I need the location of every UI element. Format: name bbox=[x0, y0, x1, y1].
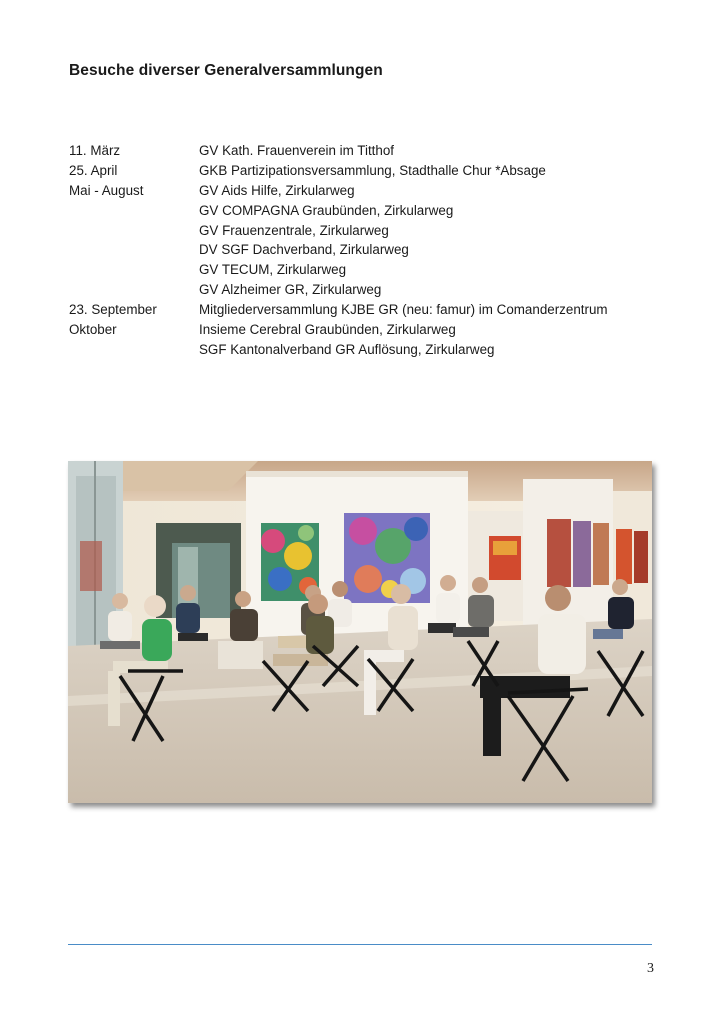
event-description: SGF Kantonalverband GR Auflösung, Zirkularweg bbox=[199, 341, 495, 357]
event-description: DV SGF Dachverband, Zirkularweg bbox=[199, 242, 409, 258]
event-date bbox=[69, 221, 199, 241]
event-row bbox=[69, 161, 669, 181]
event-date bbox=[69, 240, 199, 260]
event-description: GV Kath. Frauenverein im Titthof bbox=[199, 143, 394, 158]
event-row bbox=[69, 181, 669, 201]
event-row bbox=[69, 300, 669, 320]
event-description: Mitgliederversammlung KJBE GR (neu: famur) im Comanderzentrum bbox=[199, 302, 608, 318]
event-date bbox=[69, 201, 199, 221]
event-description: GKB Partizipationsversammlung, Stadthalle Chur *Absage bbox=[199, 162, 546, 178]
event-row bbox=[69, 240, 669, 260]
event-list bbox=[69, 141, 669, 360]
event-row bbox=[69, 280, 669, 300]
event-row bbox=[69, 141, 669, 161]
event-row bbox=[69, 320, 669, 340]
event-row bbox=[69, 201, 669, 221]
event-description: GV COMPAGNA Graubünden, Zirkularweg bbox=[199, 202, 454, 218]
event-description: GV TECUM, Zirkularweg bbox=[199, 262, 347, 278]
event-date: Oktober bbox=[69, 322, 117, 338]
event-date bbox=[69, 340, 199, 360]
event-row bbox=[69, 340, 669, 360]
section-heading: Besuche diverser Generalversammlungen bbox=[69, 62, 383, 79]
footer-divider bbox=[68, 944, 652, 945]
event-description: Insieme Cerebral Graubünden, Zirkularweg bbox=[199, 322, 456, 338]
group-photo bbox=[68, 461, 652, 803]
event-date: 11. März bbox=[69, 143, 121, 158]
event-date bbox=[69, 280, 199, 300]
event-date: 23. September bbox=[69, 302, 157, 318]
event-description: GV Alzheimer GR, Zirkularweg bbox=[199, 282, 382, 298]
event-date: Mai - August bbox=[69, 182, 144, 198]
event-date bbox=[69, 260, 199, 280]
event-date: 25. April bbox=[69, 162, 118, 178]
event-description: GV Frauenzentrale, Zirkularweg bbox=[199, 222, 389, 238]
event-description: GV Aids Hilfe, Zirkularweg bbox=[199, 182, 355, 198]
event-row bbox=[69, 260, 669, 280]
page-number: 3 bbox=[647, 961, 654, 976]
event-row bbox=[69, 221, 669, 241]
